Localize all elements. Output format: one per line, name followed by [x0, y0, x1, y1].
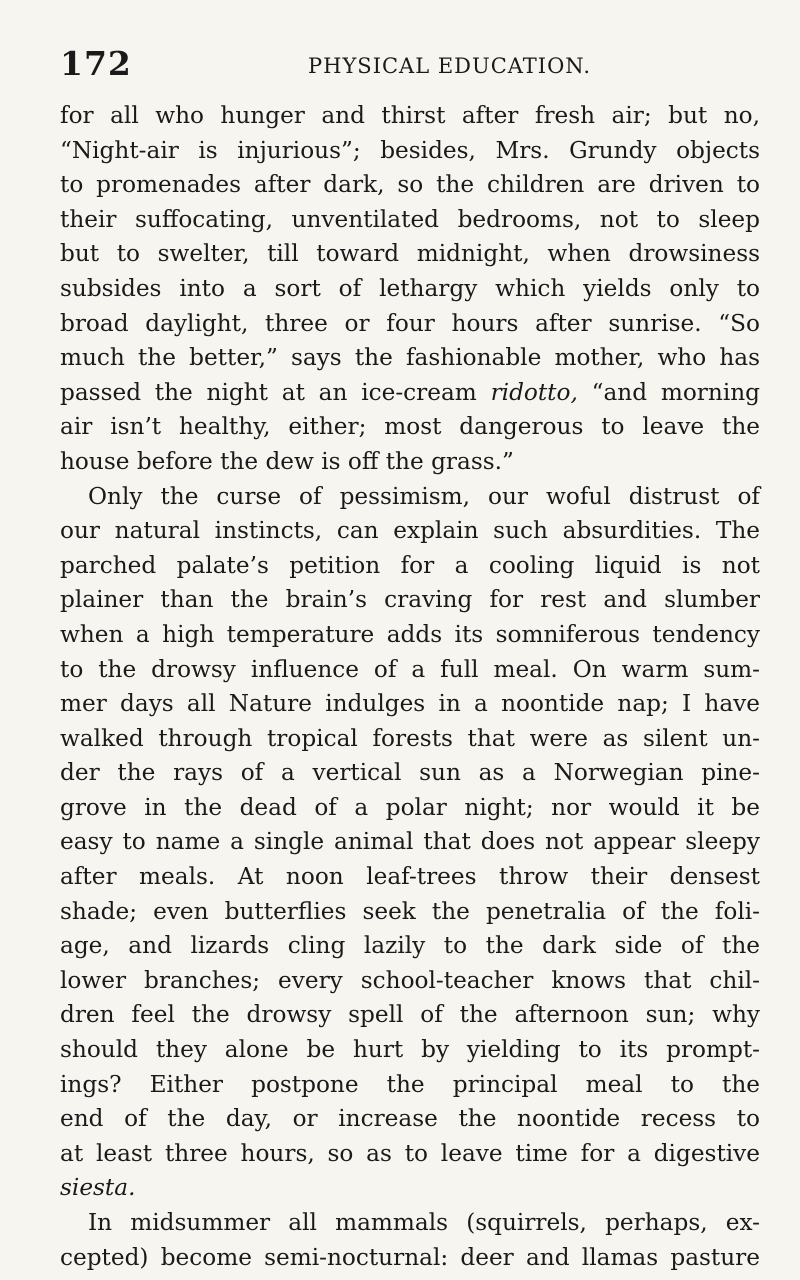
- text-fragment: passed the night at an ice-cream: [60, 378, 477, 406]
- text-line: cepted) become semi-nocturnal: deer and llamas pasture: [60, 1243, 760, 1271]
- text-line: broad daylight, three or four hours after sunrise. “So: [60, 309, 760, 337]
- text-line: age, and lizards cling lazily to the dark side of the: [60, 932, 760, 960]
- text-line: when a high temperature adds its somniferous tendency: [60, 620, 760, 648]
- text-line: but to swelter, till toward midnight, when drowsiness: [60, 240, 760, 268]
- text-line: at least three hours, so as to leave time for a digestive: [60, 1139, 760, 1167]
- italic-word: ridotto,: [490, 378, 578, 406]
- text-line: easy to name a single animal that does not appear sleepy: [60, 828, 760, 856]
- text-line: “Night-air is injurious”; besides, Mrs. Grundy objects: [60, 136, 760, 164]
- text-line: [60, 376, 760, 411]
- text-line: ings? Either postpone the principal meal to the: [60, 1070, 760, 1098]
- text-line: parched palate’s petition for a cooling liquid is not: [60, 551, 760, 579]
- text-line: to the drowsy influence of a full meal. On warm sum-: [60, 655, 760, 683]
- text-line: In midsummer all mammals (squirrels, perhaps, ex-: [88, 1209, 760, 1236]
- text-line: subsides into a sort of lethargy which yields only to: [60, 274, 760, 302]
- text-line: shade; even butterflies seek the penetralia of the foli-: [60, 897, 760, 925]
- text-line: to promenades after dark, so the children are driven to: [60, 171, 760, 199]
- text-line: grove in the dead of a polar night; nor would it be: [60, 793, 760, 821]
- text-fragment: “and morning: [591, 378, 761, 406]
- text-line: plainer than the brain’s craving for rest and slumber: [60, 586, 760, 614]
- text-line: after meals. At noon leaf-trees throw their densest: [60, 863, 760, 891]
- text-line: siesta.: [60, 1174, 136, 1202]
- text-line: Only the curse of pessimism, our woful distrust of: [88, 482, 760, 510]
- text-line: much the better,” says the fashionable mother, who has: [60, 344, 760, 372]
- text-line: dren feel the drowsy spell of the afternoon sun; why: [60, 1001, 760, 1029]
- text-line: der the rays of a vertical sun as a Norwegian pine-: [60, 759, 760, 787]
- text-line: for all who hunger and thirst after fresh air; but no,: [60, 102, 760, 129]
- page-header: [0, 40, 800, 90]
- body-text: [60, 99, 760, 1275]
- text-line: walked through tropical forests that were as silent un-: [60, 724, 760, 752]
- text-line: end of the day, or increase the noontide recess to: [60, 1105, 760, 1133]
- running-head: PHYSICAL EDUCATION.: [308, 54, 592, 78]
- text-line: their suffocating, unventilated bedrooms, not to sleep: [60, 205, 760, 233]
- text-line: air isn’t healthy, either; most dangerous to leave the: [60, 413, 760, 441]
- text-line: mer days all Nature indulges in a noontide nap; I have: [60, 690, 760, 718]
- text-line: should they alone be hurt by yielding to its prompt-: [60, 1036, 760, 1064]
- text-line: lower branches; every school-teacher knows that chil-: [60, 966, 760, 994]
- page-number: 172: [60, 44, 132, 83]
- text-line: our natural instincts, can explain such absurdities. The: [60, 517, 760, 545]
- text-line: house before the dew is off the grass.”: [60, 447, 514, 475]
